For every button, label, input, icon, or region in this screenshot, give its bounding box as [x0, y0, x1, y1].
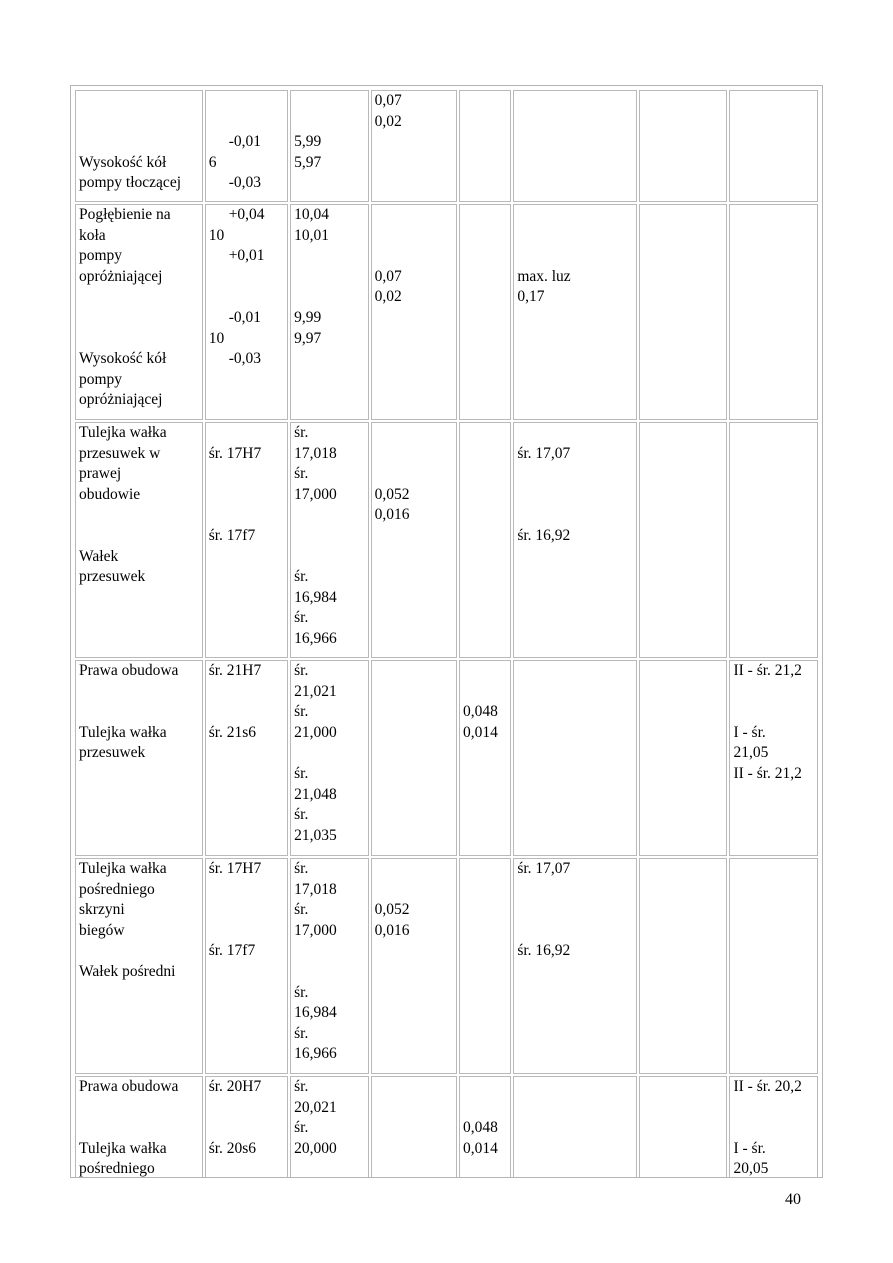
cell-line: 0,048 [463, 1119, 498, 1137]
cell-wear-limit [513, 858, 637, 1074]
table-row [75, 858, 818, 1074]
cell-line [79, 132, 199, 153]
cell-line [209, 287, 284, 308]
cell-line [294, 267, 364, 288]
cell-line [79, 308, 199, 329]
cell-line: 0,014 [463, 1139, 498, 1157]
cell-nominal-fit [205, 660, 288, 856]
cell-line: śr. [294, 1024, 309, 1042]
cell-line: 5,97 [294, 153, 322, 171]
cell-line [79, 682, 199, 703]
cell-line: 0,07 [374, 92, 402, 109]
cell-line: śr. [294, 424, 309, 441]
cell-line: śr. [294, 901, 309, 919]
cell-line: przesuwek w [79, 444, 161, 462]
cell-line [209, 423, 284, 444]
cell-line: śr. [294, 764, 309, 782]
cell-line: śr. 17,07 [517, 444, 571, 462]
cell-line: śr. 21H7 [208, 662, 262, 679]
cell-line [517, 246, 633, 267]
cell-line: 0,014 [463, 723, 498, 741]
cell-line [294, 962, 364, 983]
cell-repair-size [729, 858, 818, 1074]
table-body [75, 90, 818, 1178]
cell-line: Wysokość kół [79, 350, 167, 368]
cell-line [294, 743, 364, 764]
cell-col-7 [639, 1076, 727, 1178]
cell-line: śr. [294, 465, 309, 483]
cell-line: 16,984 [294, 1004, 337, 1022]
cell-line: opróżniającej [79, 267, 163, 285]
cell-line [733, 682, 814, 703]
cell-line: śr. 21s6 [208, 723, 257, 741]
cell-line [79, 1098, 199, 1119]
cell-line: pośredniego [79, 880, 155, 898]
cell-line [209, 112, 284, 133]
cell-line [375, 464, 453, 485]
cell-line [375, 880, 453, 901]
cell-line: 0,016 [374, 921, 410, 939]
cell-line [517, 880, 633, 901]
cell-line [209, 91, 284, 112]
cell-line: 0,016 [374, 506, 410, 524]
cell-wear-limit [513, 90, 637, 202]
cell-line [209, 702, 284, 723]
cell-clearance [371, 1076, 457, 1178]
cell-line [463, 1077, 507, 1098]
cell-line: Prawa obudowa [79, 1078, 179, 1095]
cell-interference [459, 858, 511, 1074]
cell-line [517, 423, 633, 444]
cell-line [209, 900, 284, 921]
cell-line [294, 287, 364, 308]
cell-col-7 [639, 204, 727, 420]
cell-line: Wysokość kół [79, 153, 167, 171]
cell-wear-limit [513, 204, 637, 420]
cell-line [375, 859, 453, 880]
cell-dimension-limits [290, 204, 368, 420]
cell-line: opróżniającej [79, 391, 163, 409]
cell-line: Prawa obudowa [79, 662, 179, 679]
cell-clearance [371, 660, 457, 856]
cell-line [517, 464, 633, 485]
cell-line: 0,048 [463, 703, 498, 721]
cell-line: skrzyni [79, 901, 125, 919]
cell-line [79, 941, 199, 962]
cell-line: -0,03 [228, 350, 261, 368]
cell-nominal-fit [205, 858, 288, 1074]
cell-line: śr. 20s6 [208, 1139, 257, 1157]
cell-interference [459, 204, 511, 420]
cell-line: śr. [294, 983, 309, 1001]
cell-interference [459, 422, 511, 658]
cell-col-7 [639, 858, 727, 1074]
cell-part-name [75, 1076, 203, 1178]
cell-line: 9,97 [294, 329, 322, 347]
cell-repair-size [729, 422, 818, 658]
cell-interference [459, 1076, 511, 1178]
cell-line [517, 205, 633, 226]
cell-line: +0,01 [228, 247, 265, 265]
cell-line: Tulejka wałka [79, 723, 167, 741]
cell-dimension-limits [290, 660, 368, 856]
cell-line [733, 702, 814, 723]
cell-repair-size [729, 204, 818, 420]
cell-line [375, 444, 453, 465]
cell-line [79, 1118, 199, 1139]
cell-line: II - śr. 20,2 [733, 1078, 802, 1095]
cell-line: I - śr. [733, 1139, 766, 1157]
cell-line: 0,052 [374, 485, 410, 503]
cell-line: pompy [79, 247, 123, 265]
cell-line: śr. [294, 1078, 309, 1095]
cell-line: przesuwek [79, 568, 146, 586]
cell-part-name [75, 422, 203, 658]
cell-line: koła [79, 226, 106, 244]
tolerance-table [73, 88, 820, 1178]
cell-line: 0,17 [517, 288, 545, 306]
cell-line [209, 921, 284, 942]
cell-line [209, 682, 284, 703]
table-row [75, 422, 818, 658]
cell-line: 16,984 [294, 588, 337, 606]
cell-line: I - śr. [733, 723, 766, 741]
cell-line: 20,05 [733, 1160, 769, 1178]
cell-repair-size [729, 90, 818, 202]
cell-wear-limit [513, 660, 637, 856]
cell-line [375, 246, 453, 267]
cell-dimension-limits [290, 1076, 368, 1178]
cell-line [517, 505, 633, 526]
cell-line [294, 941, 364, 962]
cell-line [294, 505, 364, 526]
cell-line: śr. 17H7 [208, 860, 262, 877]
cell-line: pompy [79, 370, 123, 388]
cell-line [517, 900, 633, 921]
cell-line: 21,021 [294, 682, 337, 700]
cell-line: śr. 16,92 [517, 942, 571, 960]
cell-line [79, 287, 199, 308]
cell-nominal-fit [205, 422, 288, 658]
cell-line [294, 112, 364, 133]
cell-line: 0,02 [374, 288, 402, 306]
cell-line: śr. 17f7 [208, 526, 256, 544]
cell-clearance [371, 90, 457, 202]
cell-line [209, 267, 284, 288]
cell-line: śr. [294, 806, 309, 824]
cell-line: śr. [294, 860, 309, 877]
cell-line [375, 423, 453, 444]
cell-line [209, 1098, 284, 1119]
cell-line: biegów [79, 921, 125, 939]
cell-line [517, 485, 633, 506]
cell-line [733, 1098, 814, 1119]
cell-nominal-fit [205, 1076, 288, 1178]
cell-line: 21,05 [733, 744, 769, 762]
cell-line [463, 1098, 507, 1119]
cell-line [517, 226, 633, 247]
cell-line: 20,021 [294, 1098, 337, 1116]
cell-interference [459, 90, 511, 202]
cell-line [79, 91, 199, 112]
cell-line: 0,02 [374, 112, 402, 130]
cell-col-7 [639, 422, 727, 658]
cell-nominal-fit [205, 90, 288, 202]
cell-line: -0,01 [228, 133, 261, 151]
cell-line [463, 661, 507, 682]
cell-line: 6 [208, 153, 217, 171]
cell-dimension-limits [290, 90, 368, 202]
cell-line [733, 1118, 814, 1139]
cell-line: śr. [294, 568, 309, 586]
cell-line: 17,000 [294, 921, 337, 939]
cell-line: 21,035 [294, 826, 337, 844]
cell-line: pompy tłoczącej [79, 174, 181, 192]
cell-line: -0,01 [228, 308, 261, 326]
cell-line: 21,000 [294, 723, 337, 741]
table-row [75, 1076, 818, 1178]
cell-interference [459, 660, 511, 856]
cell-line: II - śr. 21,2 [733, 764, 802, 782]
cell-line: śr. 16,92 [517, 526, 571, 544]
cell-line: przesuwek [79, 744, 146, 762]
cell-line: 9,99 [294, 308, 322, 326]
cell-line: 10 [208, 226, 225, 244]
cell-line: Wałek [79, 547, 119, 565]
cell-line [79, 329, 199, 350]
cell-line [79, 505, 199, 526]
cell-line: 16,966 [294, 629, 337, 647]
cell-line [294, 246, 364, 267]
table-row [75, 660, 818, 856]
cell-line: Tulejka wałka [79, 1139, 167, 1157]
cell-line: 0,07 [374, 267, 402, 285]
cell-line: 17,018 [294, 880, 337, 898]
cell-line [375, 205, 453, 226]
cell-wear-limit [513, 1076, 637, 1178]
table-row [75, 204, 818, 420]
cell-part-name [75, 204, 203, 420]
cell-dimension-limits [290, 422, 368, 658]
cell-line: +0,04 [228, 206, 265, 223]
cell-line: pośredniego [79, 1160, 155, 1178]
cell-line: śr. 17f7 [208, 942, 256, 960]
cell-line [375, 226, 453, 247]
cell-line: 0,052 [374, 901, 410, 919]
cell-line: śr. 17,07 [517, 860, 571, 877]
cell-col-7 [639, 660, 727, 856]
cell-repair-size [729, 660, 818, 856]
cell-line [209, 880, 284, 901]
cell-line: śr. [294, 1119, 309, 1137]
table-row [75, 90, 818, 202]
cell-line [79, 112, 199, 133]
cell-line [209, 464, 284, 485]
cell-line: śr. [294, 662, 309, 679]
cell-line: 10,04 [294, 206, 330, 223]
cell-line [209, 1118, 284, 1139]
cell-dimension-limits [290, 858, 368, 1074]
cell-line: obudowie [79, 485, 141, 503]
cell-line: śr. [294, 609, 309, 627]
cell-line: śr. 20H7 [208, 1078, 262, 1095]
cell-part-name [75, 858, 203, 1074]
cell-line [463, 682, 507, 703]
cell-line: prawej [79, 465, 122, 483]
cell-line: 21,048 [294, 785, 337, 803]
cell-line [294, 91, 364, 112]
cell-line: 16,966 [294, 1045, 337, 1063]
cell-line: Wałek pośredni [79, 962, 176, 980]
cell-part-name [75, 90, 203, 202]
cell-line: -0,03 [228, 174, 261, 192]
cell-part-name [75, 660, 203, 856]
cell-line [294, 526, 364, 547]
cell-clearance [371, 858, 457, 1074]
cell-repair-size [729, 1076, 818, 1178]
cell-line: śr. [294, 703, 309, 721]
cell-clearance [371, 422, 457, 658]
cell-line [517, 921, 633, 942]
cell-line: max. luz [517, 267, 571, 285]
cell-line: 10,01 [294, 226, 330, 244]
cell-line: Tulejka wałka [79, 424, 167, 441]
cell-line: Pogłębienie na [79, 206, 171, 223]
cell-line [209, 505, 284, 526]
cell-line: 5,99 [294, 133, 322, 151]
table-frame [70, 85, 823, 1178]
cell-line: 17,018 [294, 444, 337, 462]
page-number: 40 [785, 1191, 801, 1208]
cell-line: II - śr. 21,2 [733, 662, 802, 679]
cell-wear-limit [513, 422, 637, 658]
cell-line [209, 485, 284, 506]
cell-line [294, 547, 364, 568]
cell-line [79, 702, 199, 723]
cell-nominal-fit [205, 204, 288, 420]
cell-line: Tulejka wałka [79, 860, 167, 877]
cell-line: 10 [208, 329, 225, 347]
cell-line: śr. 17H7 [208, 444, 262, 462]
cell-line: 17,000 [294, 485, 337, 503]
cell-clearance [371, 204, 457, 420]
cell-line: 20,000 [294, 1139, 337, 1157]
cell-col-7 [639, 90, 727, 202]
cell-line [79, 526, 199, 547]
